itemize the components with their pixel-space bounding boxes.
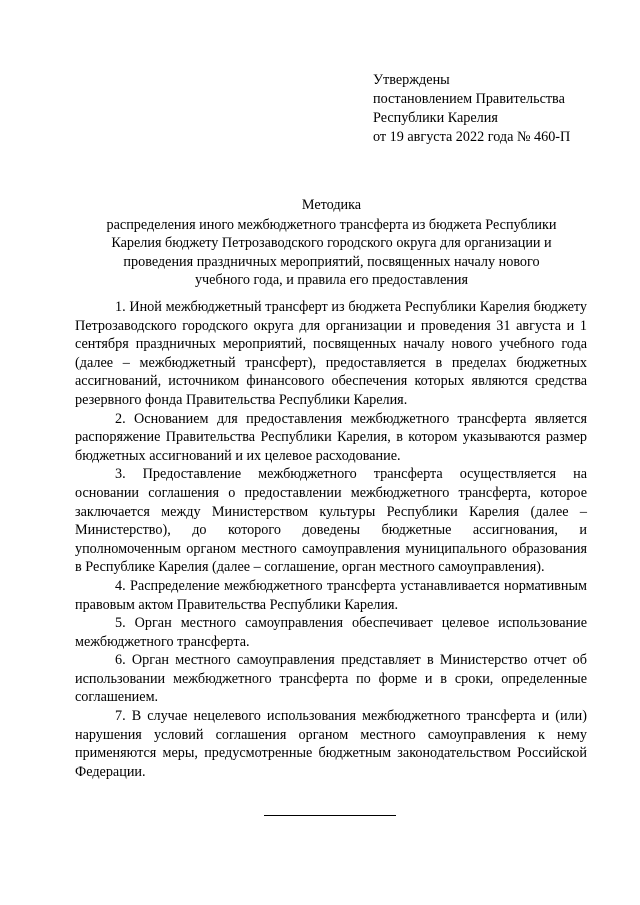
approval-line: постановлением Правительства bbox=[373, 91, 565, 107]
paragraph-5: 5. Орган местного самоуправления обеспечивает целевое использование межбюджетного трансферта. bbox=[75, 615, 587, 650]
title-heading: Методика bbox=[301, 197, 362, 213]
title-line: распределения иного межбюджетного трансферта из бюджета Республики bbox=[106, 216, 557, 233]
approval-line: от 19 августа 2022 года № 460-П bbox=[373, 129, 571, 145]
document-body bbox=[75, 298, 587, 781]
title-line: проведения праздничных мероприятий, посвященных началу нового bbox=[123, 253, 540, 270]
paragraph-2: 2. Основанием для предоставления межбюджетного трансферта является распоряжение Правительства Республики Карелия, в котором указываются размер бюджетных ассигнований и их целевое расходование. bbox=[75, 410, 587, 464]
title-line: Карелия бюджету Петрозаводского городского округа для организации и bbox=[111, 235, 552, 251]
document-title bbox=[74, 196, 589, 290]
approval-line: Утверждены bbox=[373, 72, 450, 88]
paragraph-4: 4. Распределение межбюджетного трансферта устанавливается нормативным правовым актом Правительства Республики Карелия. bbox=[75, 577, 587, 613]
paragraph-3: 3. Предоставление межбюджетного трансферта осуществляется на основании соглашения о предоставлении межбюджетного трансферта, которое заключается между Министерством культуры Республики Карелия (далее – Министерство), до которого доведены бюджетные ассигнования, и уполномоченным органом местного самоуправления муниципального образования в Республике Карелия (далее – соглашение, орган местного самоуправления). bbox=[75, 466, 587, 576]
approval-line: Республики Карелия bbox=[373, 110, 498, 126]
title-line: учебного года, и правила его предоставления bbox=[194, 272, 469, 288]
approval-block bbox=[373, 71, 570, 147]
paragraph-1: 1. Иной межбюджетный трансферт из бюджета Республики Карелия бюджету Петрозаводского городского округа для организации и проведения 31 августа и 1 сентября праздничных мероприятий, посвященных началу нового учебного года (далее – межбюджетный трансферт), предоставляется в пределах бюджетных ассигнований, источником финансового обеспечения которых являются средства резервного фонда Правительства Республики Карелия. bbox=[75, 299, 587, 408]
paragraph-6: 6. Орган местного самоуправления представляет в Министерство отчет об использовании межбюджетного трансферта по форме и в сроки, определенные соглашением. bbox=[75, 652, 587, 706]
paragraph-7: 7. В случае нецелевого использования межбюджетного трансферта и (или) нарушения условий соглашения органом местного самоуправления к нему применяются меры, предусмотренные бюджетным законодательством Российской Федерации. bbox=[75, 708, 587, 780]
end-divider-line bbox=[264, 815, 396, 816]
